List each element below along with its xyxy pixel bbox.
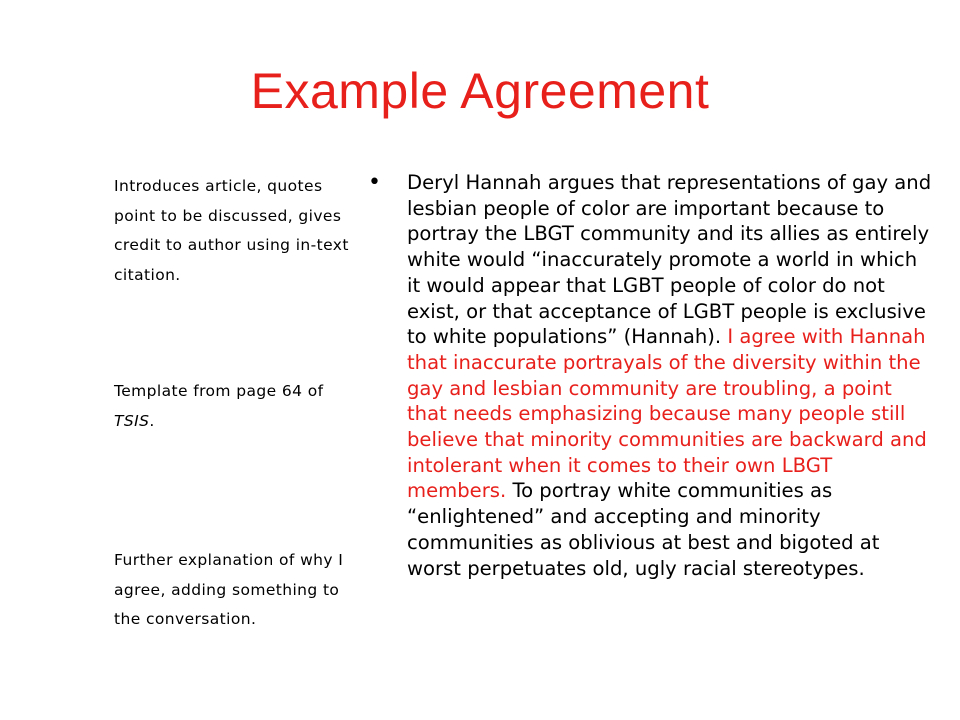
paragraph-agreement: I agree with Hannah that inaccurate portrayals of the diversity within the gay and lesbian community are troubling, a point that needs emphasizing because many people still believe that minority communities are backward and intolerant when it comes to their own LBGT members. xyxy=(407,325,927,503)
note-template-prefix: Template from page 64 of xyxy=(114,382,324,400)
bullet-icon: • xyxy=(368,170,381,195)
paragraph-summary: Deryl Hannah argues that representations of gay and lesbian people of color are important because to portray the LBGT community and its allies as entirely white would “inaccurately promote a world in which it would appear that LGBT people of color do not exist, or that acceptance of LGBT people is exclusive to white populations” (Hannah). xyxy=(407,171,932,349)
main-bullet xyxy=(368,170,934,581)
paragraph-explanation: To portray white communities as “enlightened” and accepting and minority communities as oblivious at best and bigoted at worst perpetuates old, ugly racial stereotypes. xyxy=(407,479,880,580)
note-further: Further explanation of why I agree, adding something to the conversation. xyxy=(114,551,344,628)
note-template-book: TSIS xyxy=(114,411,150,430)
main-paragraph xyxy=(407,170,934,581)
note-template-suffix: . xyxy=(149,411,155,430)
note-intro: Introduces article, quotes point to be discussed, gives credit to author using in-text citation. xyxy=(114,177,349,284)
slide-title: Example Agreement xyxy=(250,63,710,119)
note-template xyxy=(114,377,350,436)
